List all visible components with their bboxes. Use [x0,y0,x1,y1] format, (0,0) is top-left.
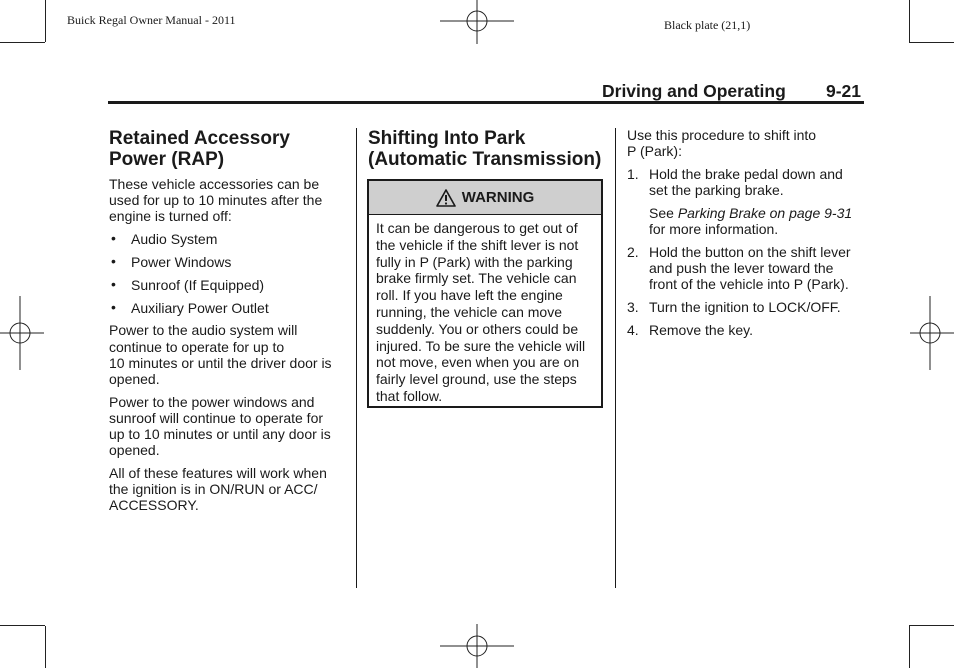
list-item: • Power Windows [111,252,232,270]
crop-mark [909,625,954,626]
crop-mark [45,0,46,42]
list-item: • Sunroof (If Equipped) [111,275,265,293]
crop-mark [45,626,46,668]
column-rap [109,128,349,514]
crop-mark [0,42,45,43]
column-procedure [627,127,867,338]
column-divider [356,128,357,588]
crop-mark [909,626,910,668]
registration-mark-icon [0,296,44,370]
crop-mark [909,42,954,43]
print-header-right: Black plate (21,1) [664,18,751,32]
list-item: • Auxiliary Power Outlet [111,298,269,316]
rap-paragraph: Power to the power windows and sunroof will continue to operate for up to 10 minutes or until any door is opened. [109,393,331,459]
warning-triangle-icon [436,189,456,207]
procedure-intro: Use this procedure to shift into P (Park): [627,127,817,160]
section-heading-rap: Retained Accessory Power (RAP) [109,128,290,170]
list-item: 3. Turn the ignition to LOCK/OFF. [627,298,841,315]
column-park [368,128,608,170]
section-heading-park: Shifting Into Park (Automatic Transmission) [368,128,602,170]
print-header-left: Buick Regal Owner Manual - 2011 [67,13,236,27]
warning-text: It can be dangerous to get out of the vehicle if the shift lever is not fully in P (Park) with the parking brake firmly set. The vehicle can roll. If you have left the engine running, the vehicle can move suddenly. You or others could be injured. To be sure the vehicle will not move, even when you are on fairly level ground, use the steps that follow. [376,220,586,404]
rap-paragraph: All of these features will work when the ignition is in ON/RUN or ACC/ ACCESSORY. [109,464,327,514]
warning-title: WARNING [461,189,535,206]
registration-mark-icon [440,624,514,668]
registration-mark-icon [910,296,954,370]
rap-intro: These vehicle accessories can be used for up to 10 minutes after the engine is turned off: [109,176,323,225]
crop-mark [909,0,910,42]
list-item: 4. Remove the key. [627,321,754,338]
registration-mark-icon [440,0,514,44]
see-reference: See Parking Brake on page 9-31 for more information. [649,204,853,238]
section-title: Driving and Operating [602,81,786,101]
warning-box [367,179,603,408]
crop-mark [0,625,45,626]
list-item: 2. Hold the button on the shift lever and push the lever toward the front of the vehicle into P (Park). [627,243,851,293]
bullet-list [109,231,349,316]
list-item: • Audio System [111,229,218,247]
page-number: 9-21 [826,81,862,101]
list-item: 1. Hold the brake pedal down and set the parking brake. [627,165,843,199]
warning-header [369,181,601,215]
column-divider [615,128,616,588]
cross-reference-link[interactable]: Parking Brake on page 9-31 [677,204,853,221]
header-rule [108,101,864,104]
rap-paragraph: Power to the audio system will continue to operate for up to 10 minutes or until the driver door is opened. [109,322,332,387]
